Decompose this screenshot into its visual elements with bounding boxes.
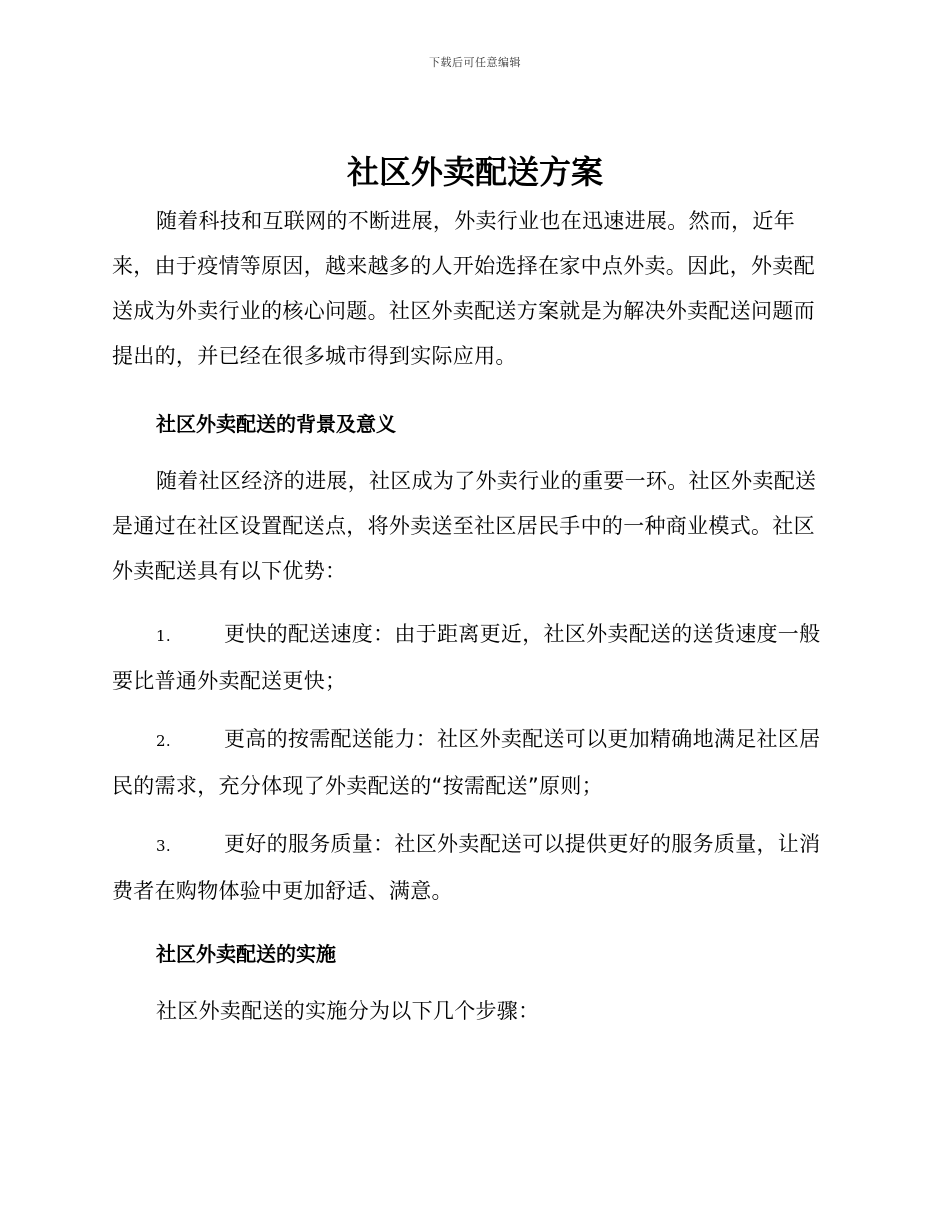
list-item [112,822,834,914]
list-item-number: 2. [156,732,171,750]
list-item-text: 更快的配送速度：由于距离更近，社区外卖配送的送货速度一般要比普通外卖配送更快； [112,622,821,693]
list-item-number: 3. [156,837,171,855]
list-item-number: 1. [156,627,171,645]
header-note: 下载后可任意编辑 [429,56,521,69]
list-item [112,612,834,704]
intro-paragraph: 随着科技和互联网的不断进展，外卖行业也在迅速进展。然而，近年来，由于疫情等原因，越来越多的人开始选择在家中点外卖。因此，外卖配送成为外卖行业的核心问题。社区外卖配送方案就是为解决外卖配送问题而提出的，并已经在很多城市得到实际应用。 [112,209,815,368]
implementation-paragraph: 社区外卖配送的实施分为以下几个步骤： [156,999,540,1023]
list-item-text: 更好的服务质量：社区外卖配送可以提供更好的服务质量，让消费者在购物体验中更加舒适、满意。 [112,832,821,903]
list-item-text: 更高的按需配送能力：社区外卖配送可以更加精确地满足社区居民的需求，充分体现了外卖配送的“按需配送”原则； [112,727,821,798]
list-item [112,717,834,809]
background-paragraph: 随着社区经济的进展，社区成为了外卖行业的重要一环。社区外卖配送是通过在社区设置配送点，将外卖送至社区居民手中的一种商业模式。社区外卖配送具有以下优势： [112,469,817,583]
section-heading-background: 社区外卖配送的背景及意义 [156,412,396,436]
document-body [112,199,834,1052]
document-title: 社区外卖配送方案 [346,153,603,191]
section-heading-implementation: 社区外卖配送的实施 [156,942,336,966]
